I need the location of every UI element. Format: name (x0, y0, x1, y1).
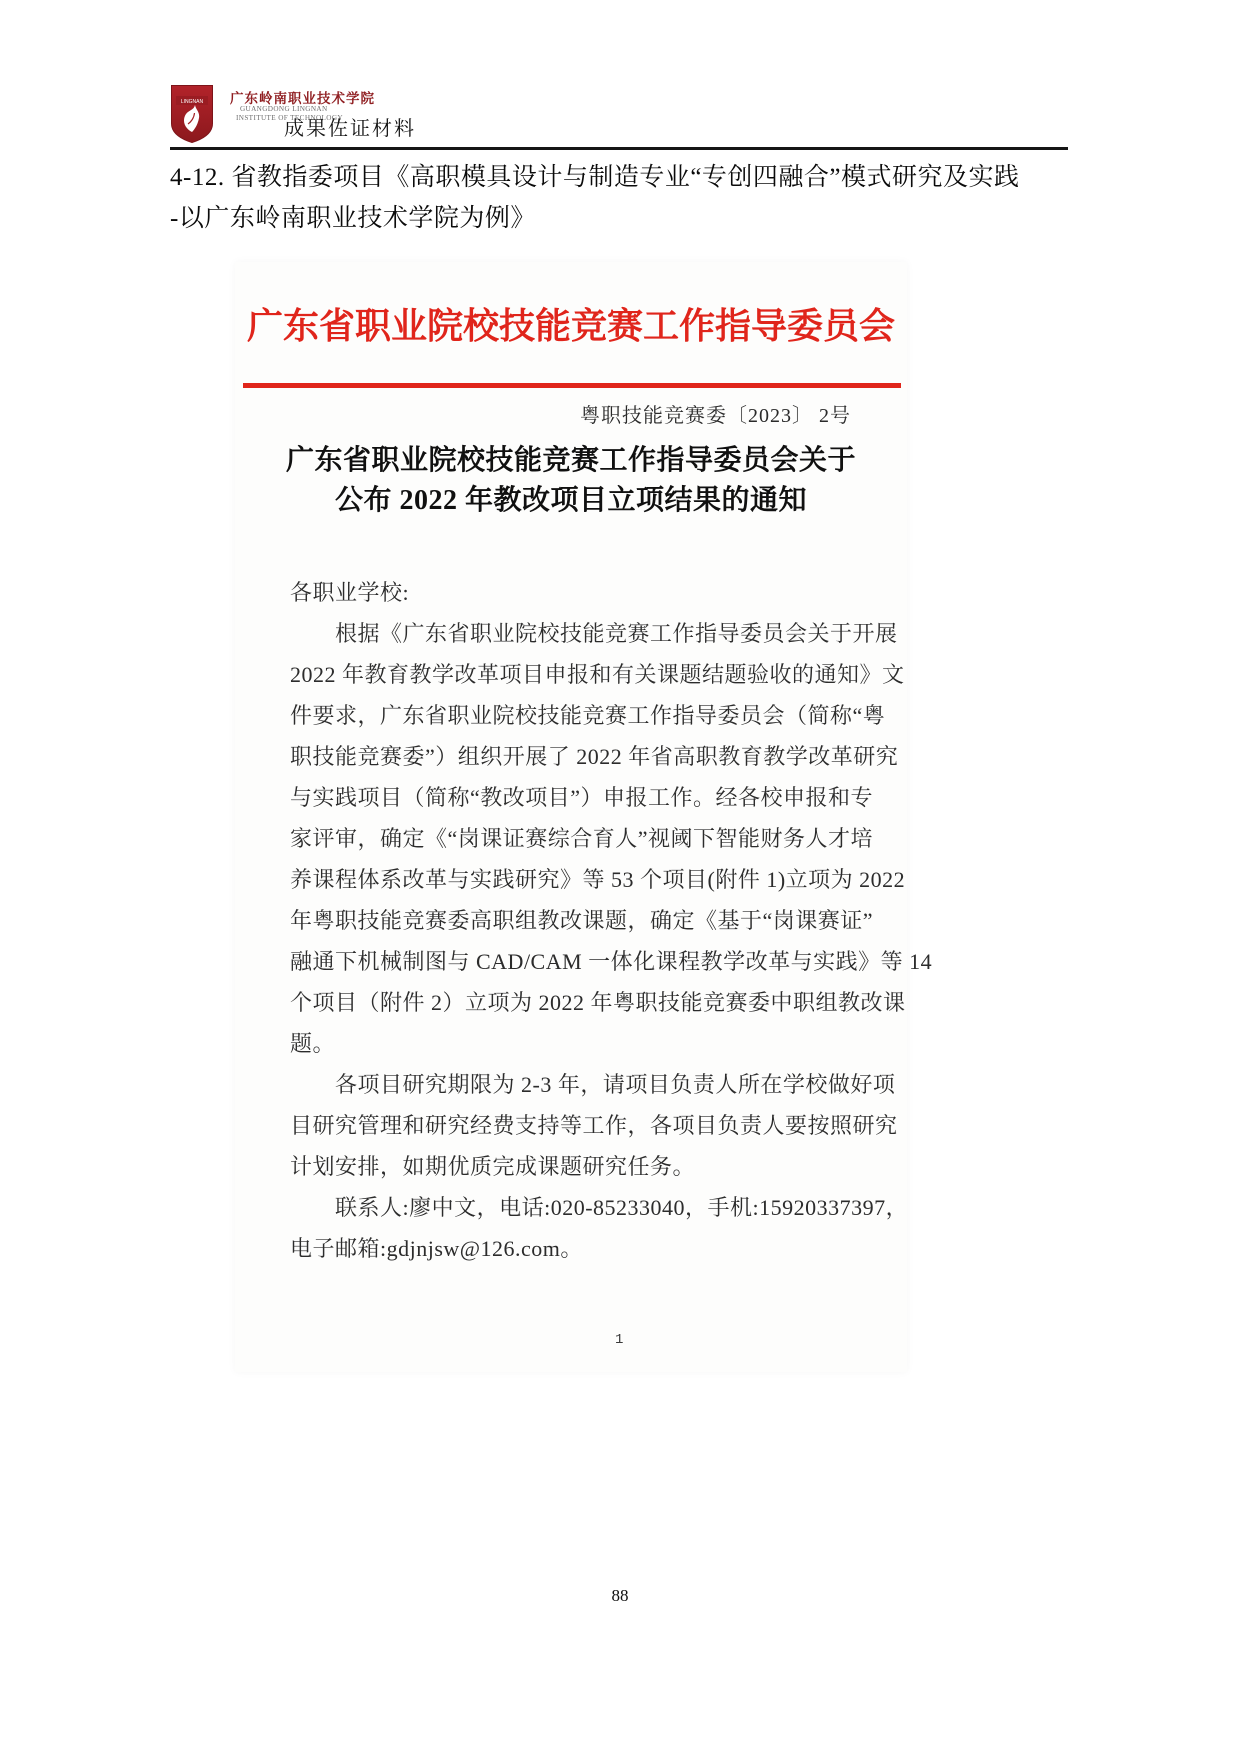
notice-body-line: 电子邮箱:gdjnjsw@126.com。 (290, 1236, 583, 1261)
section-heading-line2: -以广东岭南职业技术学院为例》 (170, 205, 536, 232)
section-heading (170, 157, 1170, 239)
logo-text: LINGNAN (180, 99, 204, 105)
scanned-notice (235, 262, 933, 1372)
notice-body-line: 养课程体系改革与实践研究》等 53 个项目(附件 1)立项为 2022 (290, 867, 906, 892)
school-name-english-line2: INSTITUTE OF TECHNOLOGY (236, 114, 343, 122)
notice-body-line: 家评审，确定《“岗课证赛综合育人”视阈下智能财务人才培 (290, 826, 874, 851)
notice-body-line: 2022 年教育教学改革项目申报和有关课题结题验收的通知》文 (290, 662, 905, 687)
notice-title-line2: 公布 2022 年教改项目立项结果的通知 (334, 485, 807, 516)
section-heading-line1: 4-12. 省教指委项目《高职模具设计与制造专业“专创四融合”模式研究及实践 (170, 164, 1020, 191)
notice-body-line: 职技能竞赛委”）组织开展了 2022 年省高职教育教学改革研究 (290, 744, 899, 769)
scan-page-number: 1 (615, 1332, 624, 1348)
school-logo-shield-icon (170, 84, 214, 144)
notice-body-line: 个项目（附件 2）立项为 2022 年粤职技能竞赛委中职组教改课 (290, 990, 906, 1015)
notice-body-line: 融通下机械制图与 CAD/CAM 一体化课程教学改革与实践》等 14 (290, 949, 933, 974)
notice-body-line: 与实践项目（简称“教改项目”）申报工作。经各校申报和专 (290, 785, 874, 810)
notice-body-line: 年粤职技能竞赛委高职组教改课题，确定《基于“岗课赛证” (290, 908, 874, 933)
notice-body-line: 题。 (290, 1031, 336, 1056)
notice-body-line: 联系人:廖中文，电话:020-85233040，手机:15920337397， (290, 1195, 909, 1220)
notice-body-line: 各职业学校: (290, 580, 410, 605)
notice-body-line: 根据《广东省职业院校技能竞赛工作指导委员会关于开展 (290, 621, 898, 646)
notice-body-line: 计划安排，如期优质完成课题研究任务。 (290, 1154, 696, 1179)
notice-body-line: 件要求，广东省职业院校技能竞赛工作指导委员会（简称“粤 (290, 703, 886, 728)
notice-title-line1: 广东省职业院校技能竞赛工作指导委员会关于 (285, 445, 856, 476)
school-name-english-line1: GUANGDONG LINGNAN (240, 105, 328, 113)
school-name-chinese: 广东岭南职业技术学院 (230, 91, 375, 106)
footer-page-number: 88 (611, 1586, 629, 1605)
material-label: 成果佐证材料 (284, 118, 416, 140)
masthead-underline (243, 383, 901, 388)
notice-body-line: 各项目研究期限为 2-3 年，请项目负责人所在学校做好项 (290, 1072, 896, 1097)
header-divider (170, 147, 1068, 150)
document-number: 粤职技能竞赛委〔2023〕 2号 (580, 405, 851, 427)
notice-body-line: 目研究管理和研究经费支持等工作，各项目负责人要按照研究 (290, 1113, 898, 1138)
notice-body (290, 572, 933, 1269)
notice-masthead: 广东省职业院校技能竞赛工作指导委员会 (246, 305, 895, 346)
